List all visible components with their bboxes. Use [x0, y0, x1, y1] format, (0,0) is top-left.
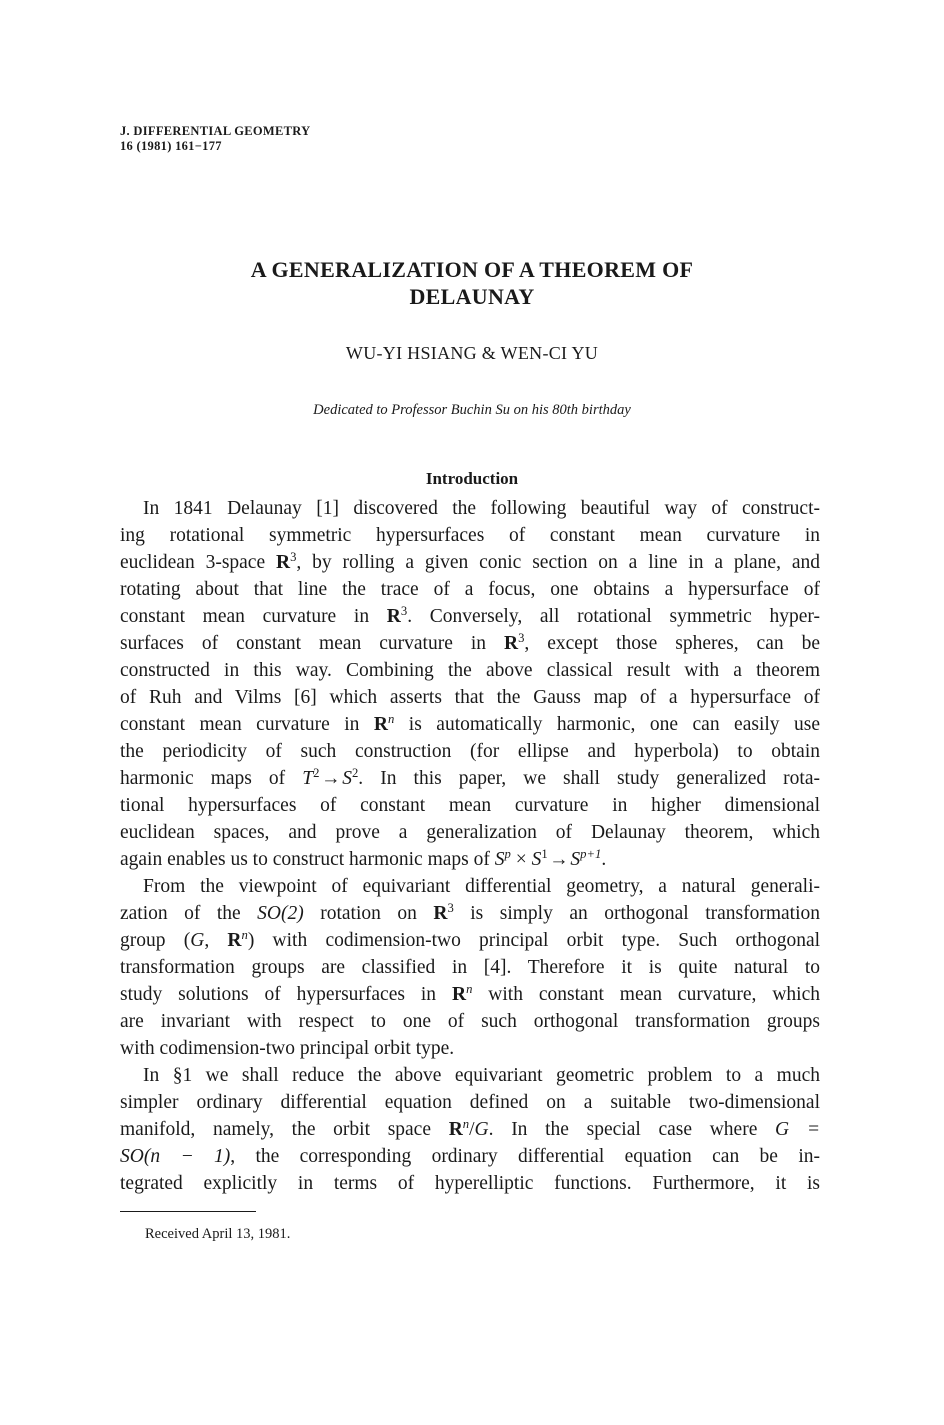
- body-line: are invariant with respect to one of such orthogonal transformation groups: [120, 1011, 820, 1032]
- body-line: constant mean curvature in $R^3$. Conversely, all rotational symmetric hyper-: [120, 604, 820, 627]
- body-line: harmonic maps of $T^2$ → $S^2$. In this paper, we shall study generalized rota-: [120, 766, 820, 789]
- body-line: In §1 we shall reduce the above equivariant geometric problem to a much: [143, 1065, 820, 1086]
- body-line: From the viewpoint of equivariant differential geometry, a natural generali-: [143, 876, 820, 897]
- body-line: simpler ordinary differential equation defined on a suitable two-dimensional: [120, 1092, 820, 1113]
- body-line: ing rotational symmetric hypersurfaces of constant mean curvature in: [120, 525, 820, 546]
- body-line: group (G, $R^n$) with codimension-two principal orbit type. Such orthogonal: [120, 928, 821, 951]
- paper-title: [0, 256, 944, 310]
- title-line-2: DELAUNAY: [409, 284, 535, 309]
- body-line: transformation groups are classified in [4]. Therefore it is quite natural to: [120, 957, 820, 978]
- body-line: with codimension-two principal orbit type.: [120, 1038, 455, 1059]
- journal-citation: 16 (1981) 161−177: [120, 139, 222, 153]
- body-line: tional hypersurfaces of constant mean curvature in higher dimensional: [120, 795, 820, 816]
- body-line: zation of the SO(2) rotation on $R^3$ is simply an orthogonal transformation: [120, 901, 820, 924]
- title-line-1: A GENERALIZATION OF A THEOREM OF: [250, 257, 694, 282]
- body-line: constructed in this way. Combining the above classical result with a theorem: [120, 660, 820, 681]
- body-line: manifold, namely, the orbit space $R^n/G$. In the special case where G =: [120, 1117, 820, 1140]
- body-line: rotating about that line the trace of a focus, one obtains a hypersurface of: [120, 579, 820, 600]
- body-line: euclidean spaces, and prove a generalization of Delaunay theorem, which: [120, 822, 820, 843]
- body-line: tegrated explicitly in terms of hyperelliptic functions. Furthermore, it is: [120, 1173, 820, 1194]
- journal-header: [120, 124, 310, 154]
- body-line: surfaces of constant mean curvature in $R^3$, except those spheres, can be: [120, 631, 820, 654]
- body-line: euclidean 3-space $R^3$, by rolling a given conic section on a line in a plane, and: [120, 550, 820, 573]
- body-line: In 1841 Delaunay [1] discovered the following beautiful way of construct-: [143, 498, 820, 519]
- journal-name: J. DIFFERENTIAL GEOMETRY: [120, 124, 311, 138]
- body-line: constant mean curvature in $R^n$ is automatically harmonic, one can easily use: [120, 712, 820, 735]
- dedication: Dedicated to Professor Buchin Su on his 80th birthday: [313, 402, 631, 418]
- body-line: SO(n − 1), the corresponding ordinary differential equation can be in-: [120, 1146, 820, 1167]
- section-heading: Introduction: [425, 469, 519, 488]
- footnote: Received April 13, 1981.: [145, 1226, 291, 1242]
- body-line: the periodicity of such construction (for ellipse and hyperbola) to obtain: [120, 741, 820, 762]
- body-line: study solutions of hypersurfaces in $R^n$ with constant mean curvature, which: [120, 982, 820, 1005]
- body-text: [120, 495, 820, 1197]
- body-line: again enables us to construct harmonic maps of $S^p$ × $S^1$ → $S^{p+1}$.: [120, 847, 607, 870]
- body-line: of Ruh and Vilms [6] which asserts that the Gauss map of a hypersurface of: [120, 687, 820, 708]
- footnote-rule: [120, 1211, 256, 1212]
- authors: WU-YI HSIANG & WEN-CI YU: [345, 343, 599, 363]
